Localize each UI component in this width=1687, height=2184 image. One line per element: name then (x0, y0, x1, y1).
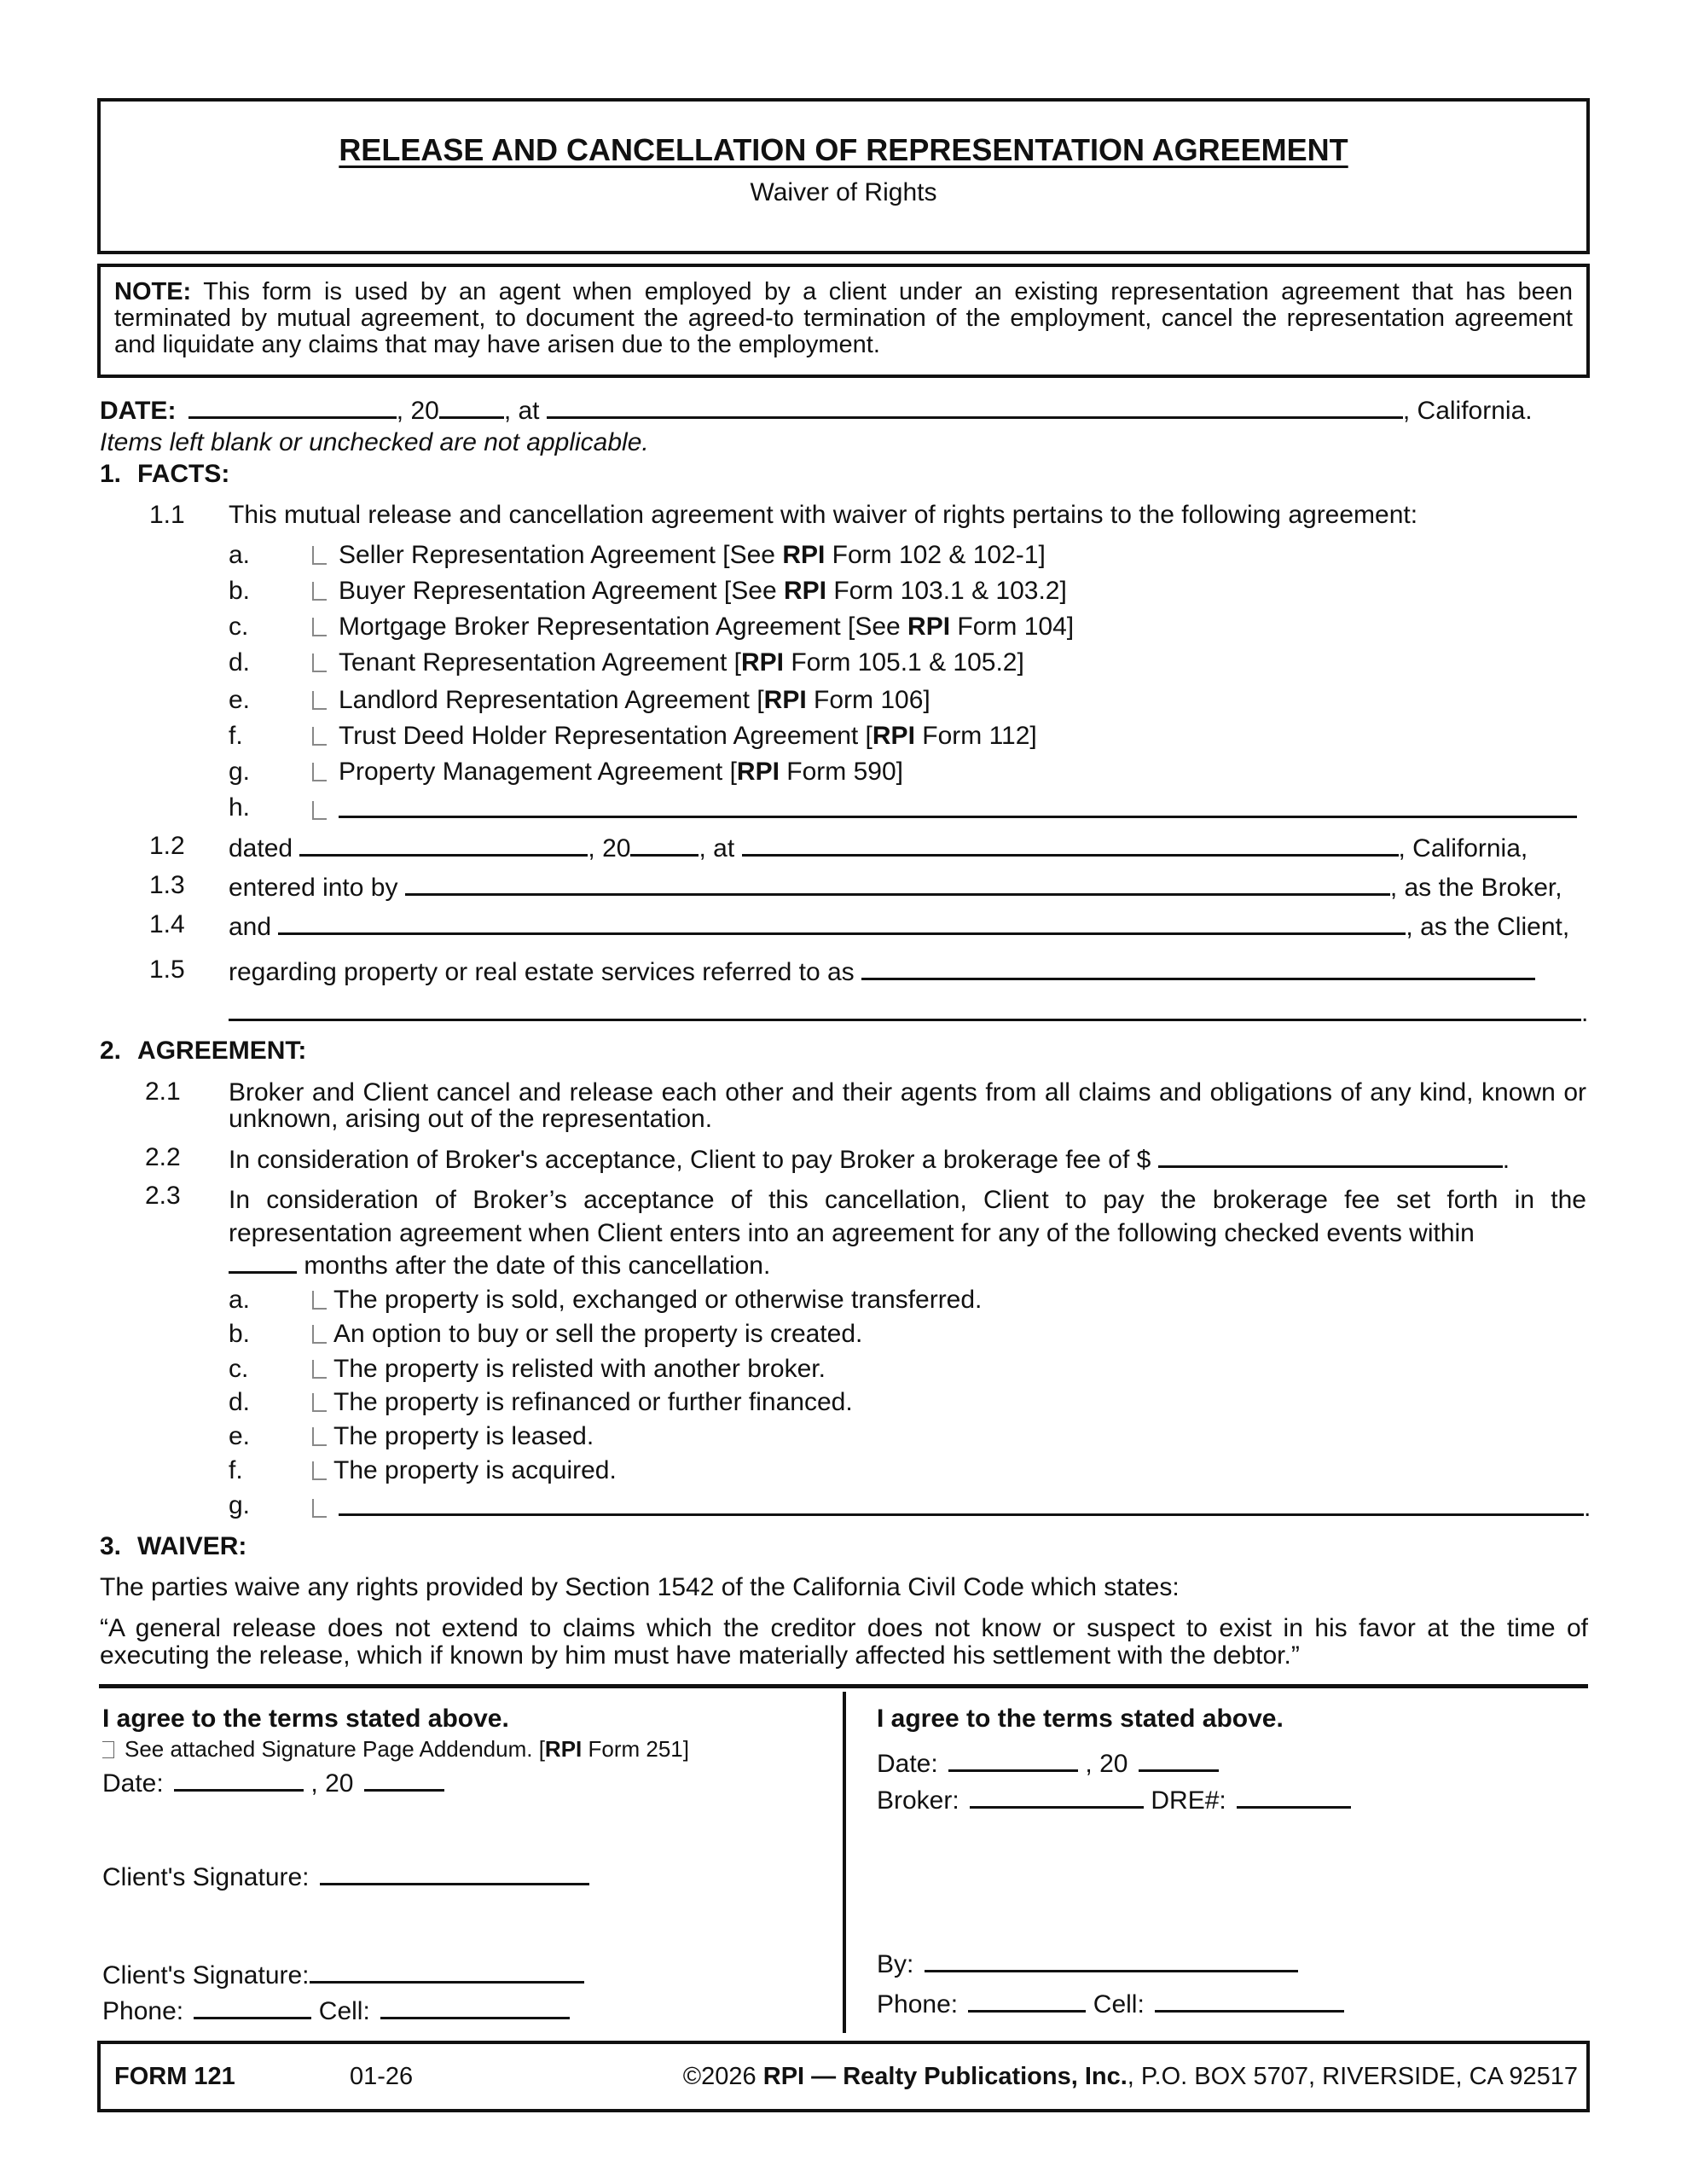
trigger-event-option[interactable]: An option to buy or sell the property is created. (312, 1321, 862, 1347)
broker-phone-field[interactable] (968, 1989, 1086, 2013)
client-sig2-row: Client's Signature: (102, 1960, 584, 1989)
section-2-heading: 2. AGREEMENT: (100, 1037, 307, 1065)
note-label: NOTE: (114, 278, 192, 305)
checkbox-icon[interactable] (312, 1393, 327, 1412)
option-letter: f. (229, 1456, 243, 1484)
instructions-text: Items left blank or unchecked are not applicable. (100, 428, 649, 456)
checkbox-icon[interactable] (312, 1291, 327, 1310)
client-phone-row: Phone: Cell: (102, 1996, 570, 2024)
option-letter: e. (229, 686, 251, 714)
broker-sig-name-field[interactable] (970, 1786, 1144, 1809)
agreement-type-option[interactable]: Property Management Agreement [RPI Form 590] (312, 759, 903, 785)
client-sig1-row: Client's Signature: (102, 1862, 589, 1891)
date-line: DATE: , 20 , at , California. (100, 397, 1533, 425)
client-signature-2[interactable] (310, 1960, 584, 1984)
section-2-1-num: 2.1 (145, 1077, 181, 1106)
trigger-event-option[interactable]: The property is relisted with another broker. (312, 1356, 826, 1382)
checkbox-icon[interactable] (312, 691, 327, 710)
note-text (114, 279, 1573, 358)
option-letter: a. (229, 541, 251, 569)
checkbox-icon[interactable] (312, 618, 327, 636)
client-signature-1[interactable] (320, 1862, 589, 1885)
signature-top-rule (99, 1684, 1588, 1688)
months-field[interactable] (229, 1251, 297, 1274)
trigger-event-option[interactable]: The property is sold, exchanged or otherwise transferred. (312, 1287, 982, 1313)
broker-phone-row: Phone: Cell: (877, 1989, 1344, 2018)
date-label: DATE: (100, 397, 177, 425)
section-2-1-text: Broker and Client cancel and release each other and their agents from all claims and obligations of any kind, known or unknown, arising out of the representation. (229, 1078, 1586, 1133)
option-letter: a. (229, 1286, 251, 1314)
broker-agree-heading: I agree to the terms stated above. (877, 1705, 1284, 1733)
addendum-checkbox[interactable] (102, 1741, 114, 1758)
option-letter: g. (229, 758, 251, 786)
form-subtitle: Waiver of Rights (750, 178, 937, 206)
agreement-type-option[interactable]: Landlord Representation Agreement [RPI Form 106] (312, 688, 930, 713)
option-letter: d. (229, 648, 251, 677)
title-box (97, 98, 1590, 254)
checkbox-2-g[interactable] (312, 1499, 327, 1518)
agreement-type-option[interactable]: Seller Representation Agreement [See RPI Form 102 & 102-1] (312, 543, 1046, 568)
note-body: This form is used by an agent when employed by a client under an existing representation agreement that has been terminated by mutual agreement, to document the agreed-to termination of the employment, cancel the representation agreement and liquidate any claims that may have arisen due to the employment. (114, 278, 1573, 358)
option-2-g-row: . (312, 1493, 1591, 1521)
checkbox-icon[interactable] (312, 546, 327, 565)
client-cell-field[interactable] (380, 1996, 570, 2019)
footer-form-number: FORM 121 (114, 2063, 235, 2090)
section-1-2: dated , 20 , at , California, (229, 834, 1528, 863)
checkbox-icon[interactable] (312, 1461, 327, 1480)
broker-dre-field[interactable] (1237, 1786, 1351, 1809)
option-letter: b. (229, 577, 251, 605)
section-2-2: In consideration of Broker's acceptance, Client to pay Broker a brokerage fee of $ . (229, 1146, 1510, 1174)
footer-version: 01-26 (350, 2063, 414, 2090)
section-1-3-num: 1.3 (149, 871, 185, 899)
checkbox-icon[interactable] (312, 1427, 327, 1446)
option-2-g-field[interactable] (339, 1493, 1584, 1516)
trigger-event-option[interactable]: The property is acquired. (312, 1458, 617, 1484)
checkbox-icon[interactable] (312, 582, 327, 601)
date-field[interactable] (188, 396, 397, 419)
waiver-quote: “A general release does not extend to claims which the creditor does not know or suspect to exist in his favor at the time of executing the release, which if known by him must have materially affected his settlement with the debtor.” (100, 1614, 1588, 1670)
option-1-h-row (312, 795, 1577, 823)
dated-year-field[interactable] (630, 834, 699, 857)
checkbox-icon[interactable] (312, 1360, 327, 1379)
footer-copyright: ©2026 RPI — Realty Publications, Inc., P.O. BOX 5707, RIVERSIDE, CA 92517 (682, 2063, 1578, 2090)
agreement-type-option[interactable]: Mortgage Broker Representation Agreement [See RPI Form 104] (312, 614, 1074, 640)
date-location-field[interactable] (547, 396, 1403, 419)
option-letter: d. (229, 1388, 251, 1416)
section-2-3-months: months after the date of this cancellation. (229, 1251, 770, 1279)
option-letter: e. (229, 1422, 251, 1450)
date-year-field[interactable] (439, 396, 504, 419)
section-1-3: entered into by , as the Broker, (229, 874, 1562, 902)
client-year-field[interactable] (364, 1769, 444, 1792)
addendum-row: See attached Signature Page Addendum. [RPI Form 251] (102, 1738, 689, 1760)
brokerage-fee-field[interactable] (1158, 1145, 1503, 1168)
signature-divider (843, 1692, 846, 2033)
option-letter: c. (229, 613, 249, 641)
checkbox-1-h[interactable] (312, 801, 327, 820)
client-date-row: Date: , 20 (102, 1769, 444, 1797)
section-1-5: regarding property or real estate services referred to as (229, 957, 1535, 985)
option-2-g: g. (229, 1491, 251, 1519)
waiver-intro: The parties waive any rights provided by Section 1542 of the California Civil Code which states: (100, 1573, 1180, 1601)
broker-by-field[interactable] (925, 1949, 1298, 1972)
section-2-3-text: In consideration of Broker’s acceptance of this cancellation, Client to pay the brokerage fee set forth in the representation agreement when Client enters into an agreement for any of the following checked events within (229, 1186, 1586, 1247)
checkbox-icon[interactable] (312, 727, 327, 746)
section-1-5-line2: . (229, 998, 1588, 1026)
property-field-2[interactable] (229, 998, 1581, 1021)
checkbox-icon[interactable] (312, 763, 327, 781)
agreement-type-option[interactable]: Tenant Representation Agreement [RPI Form 105.1 & 105.2] (312, 650, 1024, 676)
section-1-heading: 1. FACTS: (100, 460, 230, 488)
client-name-field[interactable] (278, 912, 1406, 935)
section-1-5-num: 1.5 (149, 956, 185, 984)
dated-location-field[interactable] (742, 834, 1399, 857)
broker-date-row: Date: , 20 (877, 1749, 1219, 1777)
broker-name-field[interactable] (405, 873, 1390, 896)
form-title: RELEASE AND CANCELLATION OF REPRESENTATION AGREEMENT (339, 132, 1348, 167)
broker-year-field[interactable] (1139, 1749, 1219, 1772)
client-date-field[interactable] (174, 1769, 304, 1792)
client-agree-heading: I agree to the terms stated above. (102, 1705, 509, 1733)
option-1-h-field[interactable] (339, 795, 1577, 818)
broker-name-row: Broker: DRE#: (877, 1786, 1351, 1814)
trigger-event-option[interactable]: The property is leased. (312, 1424, 594, 1449)
dated-field[interactable] (299, 834, 588, 857)
section-1-2-num: 1.2 (149, 832, 185, 860)
section-2-3-num: 2.3 (145, 1182, 181, 1210)
property-field-1[interactable] (861, 957, 1535, 980)
checkbox-icon[interactable] (312, 1325, 327, 1344)
option-letter: b. (229, 1320, 251, 1348)
option-letter: c. (229, 1355, 249, 1383)
trigger-event-option[interactable]: The property is refinanced or further financed. (312, 1390, 853, 1415)
broker-by-row: By: (877, 1949, 1298, 1978)
section-3-heading: 3. WAIVER: (100, 1532, 247, 1560)
section-2-2-num: 2.2 (145, 1143, 181, 1171)
section-1-4: and , as the Client, (229, 913, 1570, 941)
agreement-type-option[interactable]: Trust Deed Holder Representation Agreement [RPI Form 112] (312, 723, 1037, 749)
option-1-h: h. (229, 793, 251, 822)
agreement-type-option[interactable]: Buyer Representation Agreement [See RPI Form 103.1 & 103.2] (312, 578, 1067, 604)
broker-date-field[interactable] (948, 1749, 1078, 1772)
checkbox-icon[interactable] (312, 653, 327, 672)
section-1-4-num: 1.4 (149, 910, 185, 938)
client-phone-field[interactable] (194, 1996, 311, 2019)
section-1-1-text: This mutual release and cancellation agreement with waiver of rights pertains to the following agreement: (229, 501, 1418, 529)
broker-cell-field[interactable] (1155, 1989, 1344, 2013)
section-1-1: 1.1 (149, 501, 185, 529)
option-letter: f. (229, 722, 243, 750)
